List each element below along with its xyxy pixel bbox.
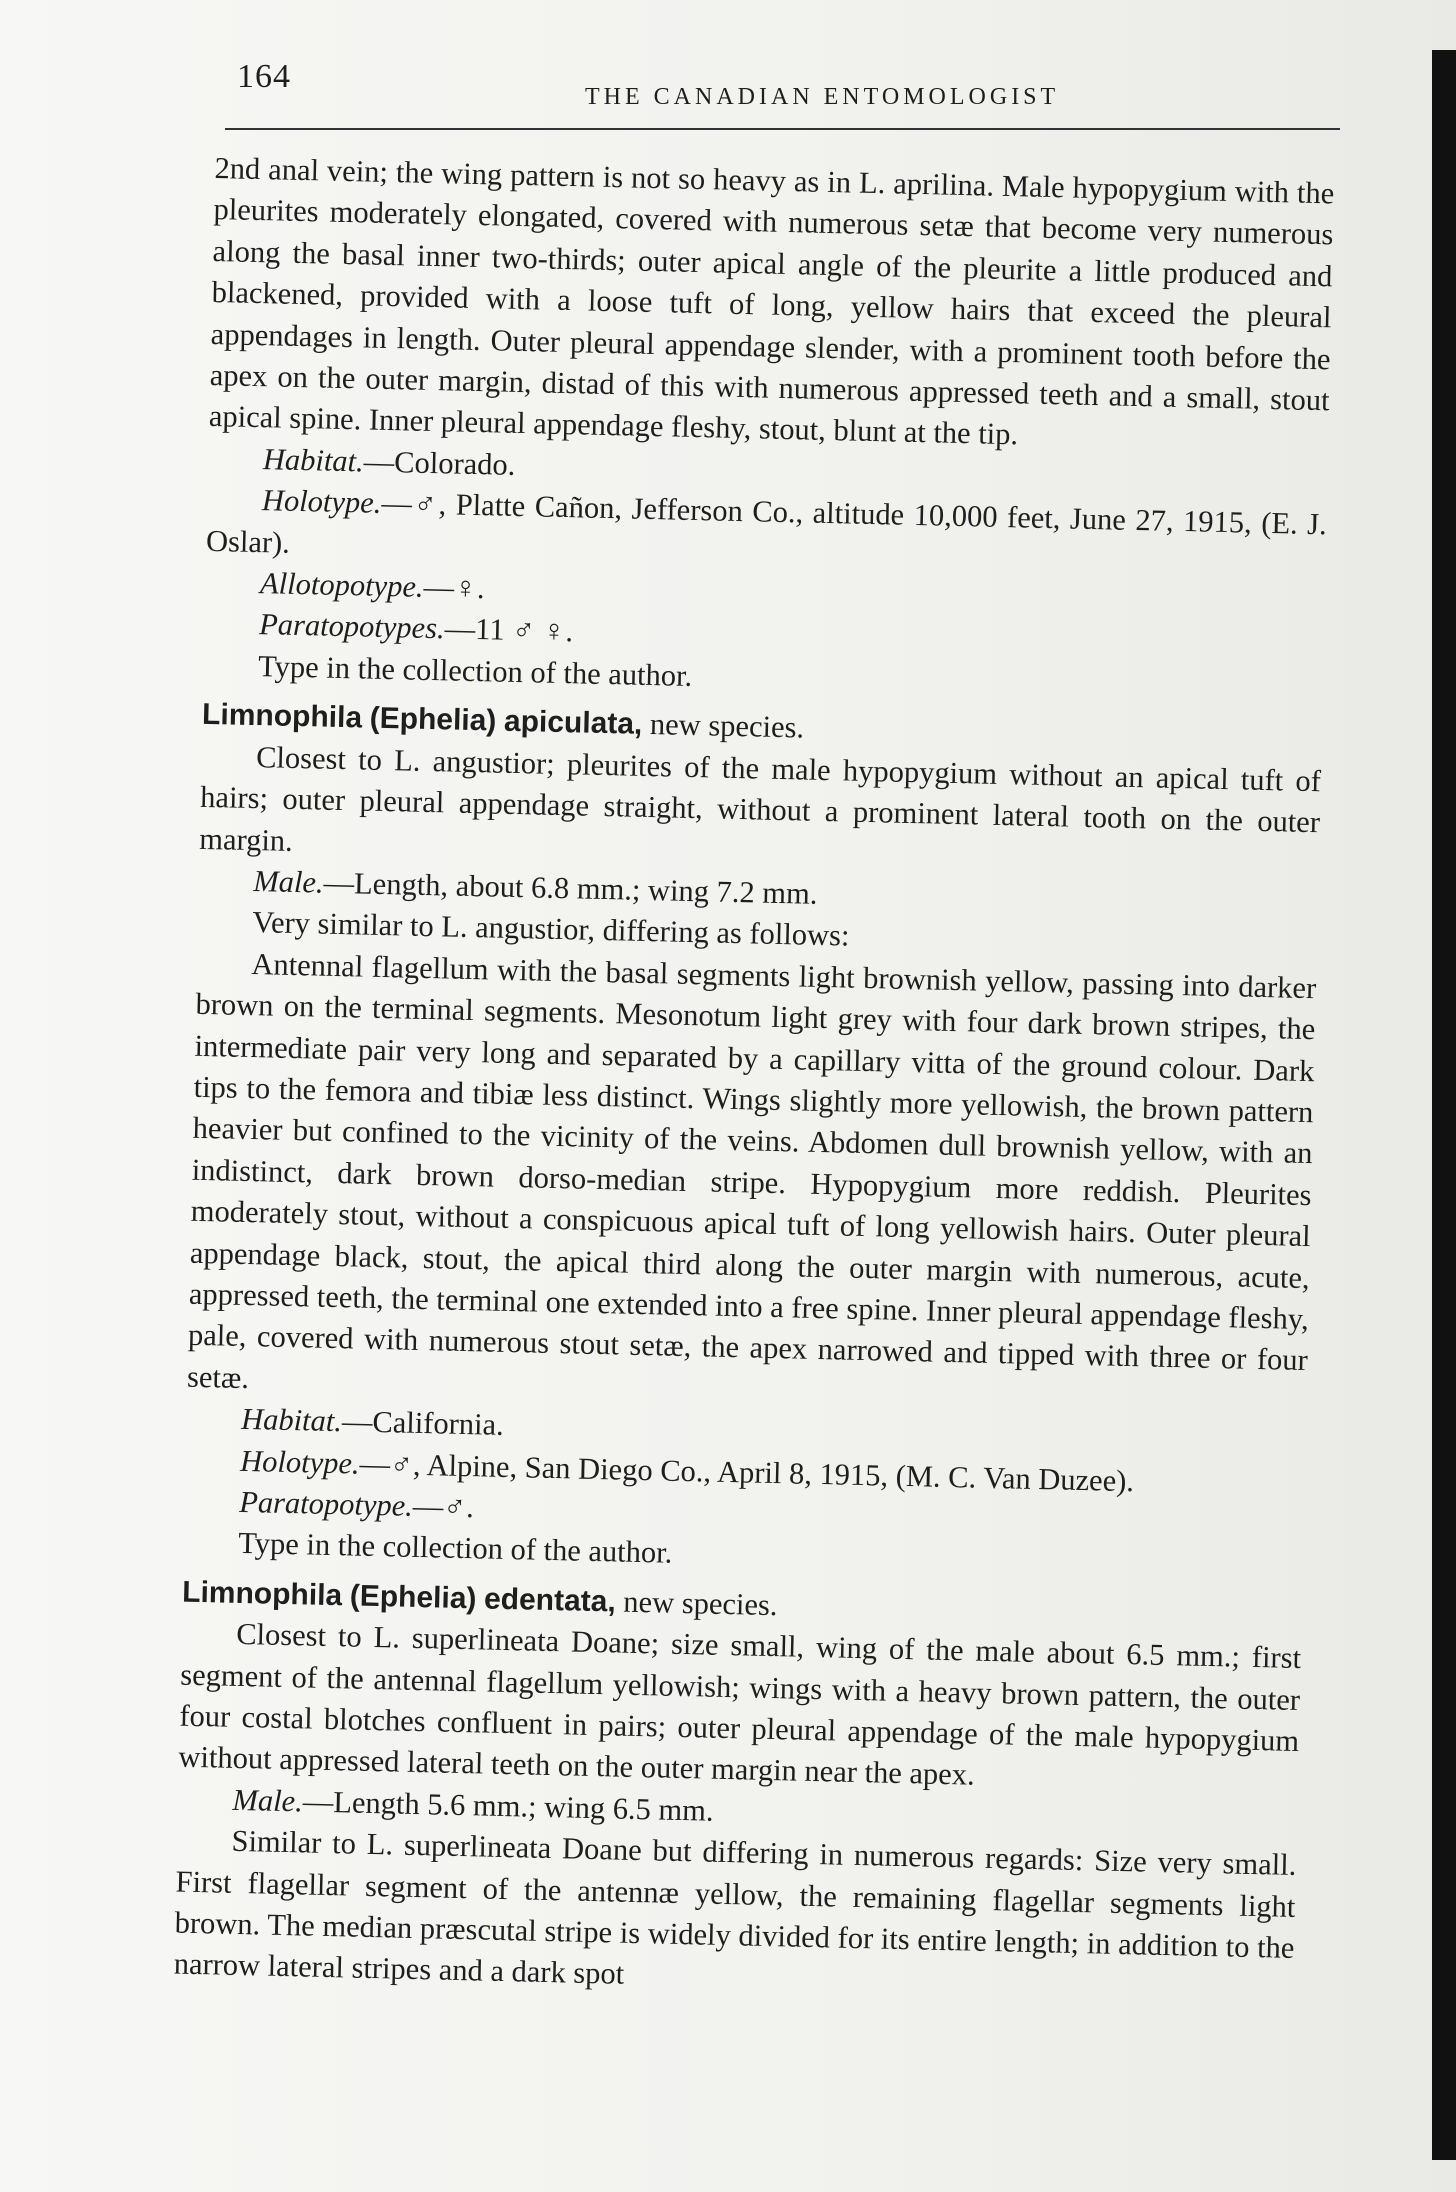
genus-name: Limnophila <box>181 1575 343 1613</box>
page-header <box>225 58 1340 130</box>
habitat-value: —Colorado. <box>363 444 516 482</box>
species-epithet: edentata, <box>483 1582 617 1619</box>
male-value: —Length 5.6 mm.; wing 6.5 mm. <box>302 1784 714 1828</box>
type-collection-note-2: Type in the collection of the author. <box>237 1526 673 1571</box>
allotype-value: —♀. <box>423 569 485 606</box>
article-body <box>173 148 1334 2011</box>
male-label: Male. <box>252 863 325 900</box>
holotype-value: —♂, Alpine, San Diego Co., April 8, 1915, (M. C. Van Duzee). <box>359 1446 1135 1498</box>
paratype-value: —♂. <box>412 1488 475 1525</box>
edentata-description: Similar to L. superlineata Doane but differing in numerous regards: Size very small. First flagellar segment of the antennæ yellow, the remaining flagellar segments light brown. The median præscutal stripe is widely divided for its entire length; in addition to the narrow lateral stripes and a dark spot <box>173 1824 1297 1992</box>
paratypes-value: —11 ♂ ♀. <box>444 611 574 649</box>
holotype-value: —♂, Platte Cañon, Jefferson Co., altitude 10,000 feet, June 27, 1915, (E. J. Oslar). <box>205 486 1328 560</box>
habitat-label: Habitat. <box>262 442 365 479</box>
subgenus-name: (Ephelia) <box>349 1579 477 1616</box>
habitat-label: Habitat. <box>240 1402 343 1439</box>
habitat-value: —California. <box>341 1404 505 1443</box>
allotype-label: Allotopotype. <box>259 566 424 604</box>
apiculata-description: Antennal flagellum with the basal segments light brownish yellow, passing into darker brown on the terminal segments. Mesonotum light grey with four dark brown stripes, the intermediate pair very long and separated by a capillary vitta of the ground colour. Dark tips to the femora and tibiæ less distinct. Wings slightly more yellowish, the brown pattern heavier but confined to the vicinity of the veins. Abdomen dull brownish yellow, with an indistinct, dark brown dorso-median stripe. Hypopygium more reddish. Pleurites moderately stout, without a conspicuous apical tuft of long yellowish hairs. Outer pleural appendage black, stout, the apical third along the outer margin with numerous, acute, appressed teeth, the terminal one extended into a free spine. Inner pleural appendage fleshy, pale, covered with numerous stout setæ, the apex narrowed and tipped with three or four setæ. <box>186 946 1317 1395</box>
book-spine-shadow <box>1432 50 1456 2160</box>
genus-name: Limnophila <box>201 698 363 735</box>
apiculata-diagnosis: Closest to L. angustior; pleurites of the male hypopygium without an apical tuft of hairs; outer pleural appendage straight, without a prominent lateral tooth on the outer margin. <box>198 739 1322 858</box>
apiculata-similar: Very similar to L. angustior, differing as follows: <box>252 905 850 953</box>
male-value: —Length, about 6.8 mm.; wing 7.2 mm. <box>323 865 818 911</box>
edentata-diagnosis: Closest to L. superlineata Doane; size small, wing of the male about 6.5 mm.; first segment of the antennal flagellum yellowish; wings with a heavy brown pattern, the outer four costal blotches confluent in pairs; outer pleural appendage of the male hypopygium without appressed lateral teeth on the outer margin near the apex. <box>178 1617 1302 1793</box>
running-head: THE CANADIAN ENTOMOLOGIST <box>585 84 1060 110</box>
continued-description: 2nd anal vein; the wing pattern is not so heavy as in L. aprilina. Male hypopygium with the pleurites moderately elongated, covered with numerous setæ that become very numerous along the basal inner two-thirds; outer apical angle of the pleurite a little produced and blackened, provided with a loose tuft of long, yellow hairs that exceed the pleural appendages in length. Outer pleural appendage slender, with a prominent tooth before the apex on the outer margin, distad of this with numerous appressed teeth and a small, stout apical spine. Inner pleural appendage fleshy, stout, blunt at the tip. <box>208 150 1335 452</box>
subgenus-name: (Ephelia) <box>369 701 497 738</box>
new-species-note: new species. <box>641 707 805 745</box>
paratype-label: Paratopotype. <box>238 1484 414 1523</box>
new-species-note: new species. <box>615 1584 778 1622</box>
type-collection-note: Type in the collection of the author. <box>257 648 693 693</box>
species-epithet: apiculata, <box>503 704 643 742</box>
holotype-label: Holotype. <box>239 1443 361 1481</box>
page-number: 164 <box>237 58 291 95</box>
holotype-label: Holotype. <box>261 483 382 521</box>
male-label: Male. <box>232 1782 304 1819</box>
paratypes-label: Paratopotypes. <box>258 607 446 646</box>
